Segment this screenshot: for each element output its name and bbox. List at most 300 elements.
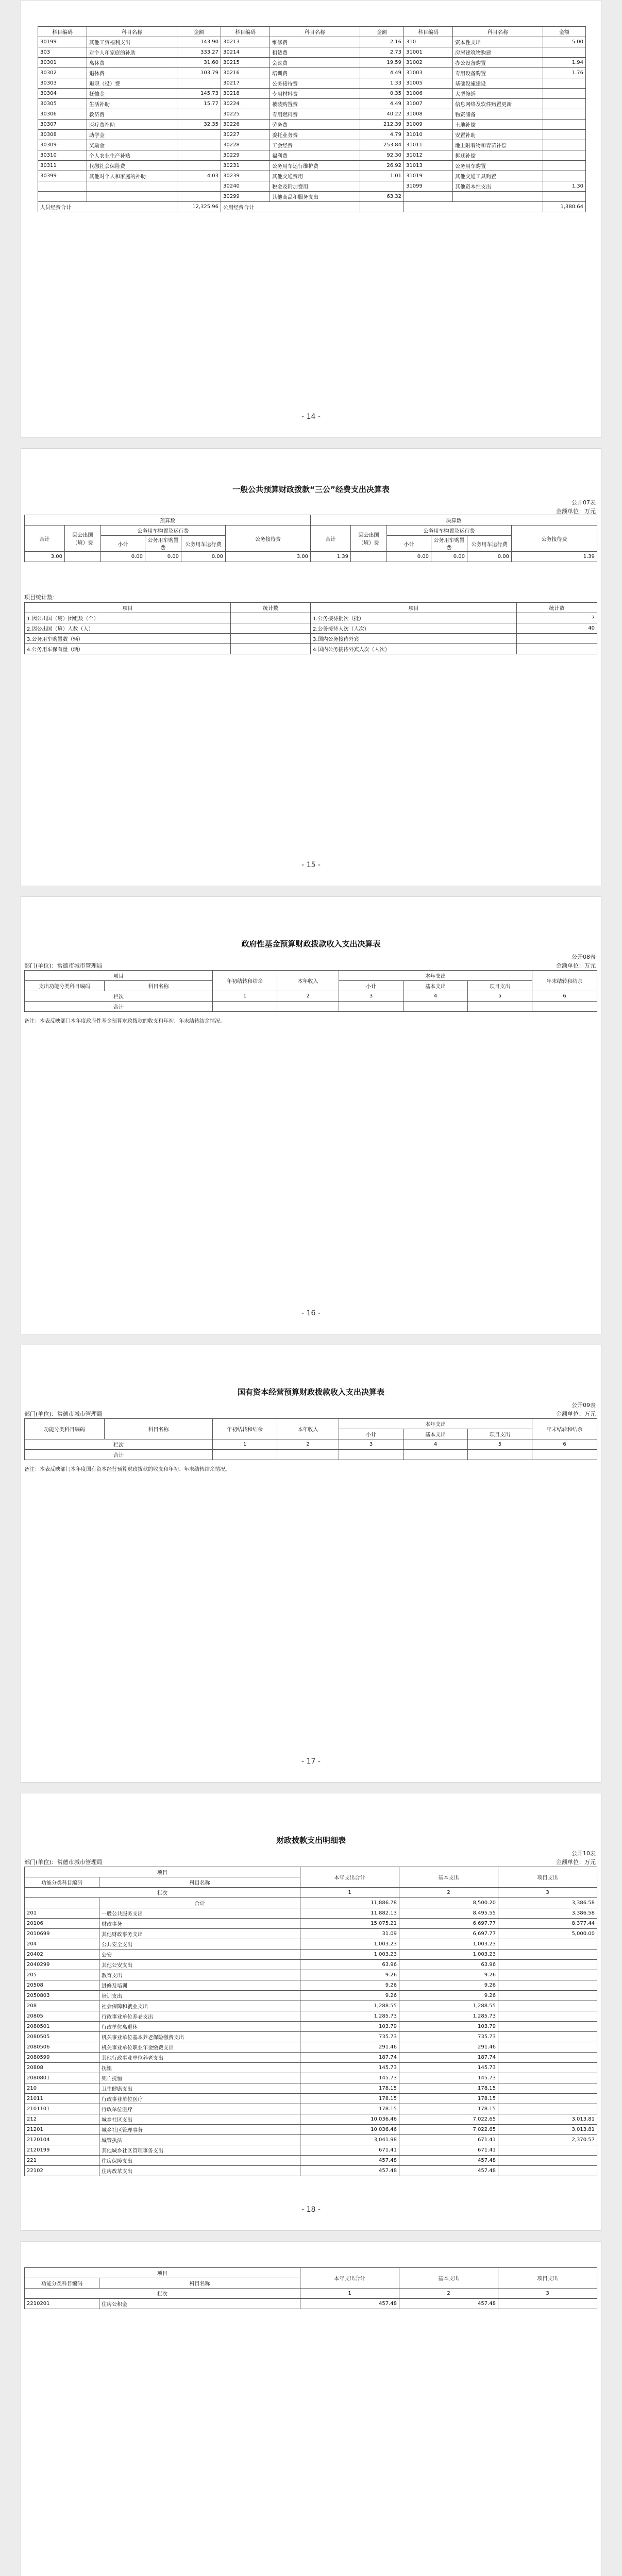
- table-cell: [231, 644, 311, 654]
- table-cell: 5,000.00: [498, 1929, 597, 1939]
- table-cell: 财政事务: [99, 1919, 300, 1929]
- table-cell: 1,285.73: [300, 2011, 399, 2022]
- table-cell: 9.26: [300, 1991, 399, 2001]
- table-cell: 1,003.23: [399, 1939, 498, 1950]
- table-cell: 培训费: [270, 68, 360, 78]
- unit-label: 金额单位：万元: [556, 962, 596, 969]
- table-cell: 3,041.98: [300, 2135, 399, 2145]
- page-number: - 14 -: [301, 413, 321, 421]
- table-cell: 9.26: [399, 1991, 498, 2001]
- table-row: [38, 130, 586, 140]
- table-row: [38, 47, 586, 58]
- table-cell: 一般公共服务支出: [99, 1908, 300, 1919]
- table-row: [25, 2022, 597, 2032]
- table-cell: 劳务费: [270, 120, 360, 130]
- table-cell: 教育支出: [99, 1970, 300, 1980]
- total-label: 合计: [25, 1450, 213, 1460]
- table-cell: 30303: [38, 78, 87, 89]
- table-cell: 专用燃料费: [270, 109, 360, 120]
- table-cell: 253.84: [360, 140, 404, 150]
- table-cell: 31008: [404, 109, 453, 120]
- table-cell: [177, 161, 221, 171]
- table-cell: [177, 150, 221, 161]
- table-cell: 退休费: [87, 68, 177, 78]
- table-cell: 公务接待费: [270, 78, 360, 89]
- table-cell: 其他对个人和家庭的补助: [87, 171, 177, 181]
- table-cell: [543, 140, 586, 150]
- table-cell: [498, 1991, 597, 2001]
- table-cell: [25, 1898, 99, 1908]
- table-cell: 178.15: [300, 2104, 399, 2114]
- table-cell: 8,500.20: [399, 1898, 498, 1908]
- table-cell: 31005: [404, 78, 453, 89]
- table-cell: 助学金: [87, 130, 177, 140]
- table-cell: 抚恤金: [87, 89, 177, 99]
- table-cell: [404, 192, 453, 202]
- table-cell: 土地补偿: [453, 120, 543, 130]
- page-number: - 15 -: [301, 861, 321, 869]
- table-cell: [498, 2299, 597, 2309]
- table-cell: 3.国内公务接待外宾: [311, 634, 517, 644]
- fiscal-expense-table: [24, 1867, 597, 2176]
- subtotal-header: 小计: [339, 1429, 404, 1439]
- total-value: 12,325.96: [177, 202, 221, 212]
- table-cell: 31.09: [300, 1929, 399, 1939]
- table-cell: 1.因公出国（境）团组数（个）: [25, 613, 231, 623]
- table-row: [38, 181, 586, 192]
- table-cell: 抚恤: [99, 2063, 300, 2073]
- table-cell: [498, 2166, 597, 2176]
- table-cell: 30229: [221, 150, 270, 161]
- table-cell: 死亡抚恤: [99, 2073, 300, 2083]
- table-cell: 30240: [221, 181, 270, 192]
- table-cell: 2.73: [360, 47, 404, 58]
- table-row: [25, 1991, 597, 2001]
- table-cell: [87, 181, 177, 192]
- table-cell: 被装购置费: [270, 99, 360, 109]
- item-header: 项目: [25, 1867, 300, 1877]
- reception-header: 公务接待费: [226, 526, 311, 552]
- table-cell: 26.92: [360, 161, 404, 171]
- table-cell: 3,386.58: [498, 1898, 597, 1908]
- table-cell: 2080501: [25, 2022, 99, 2032]
- table-cell: 城管执法: [99, 2135, 300, 2145]
- table-cell: 210: [25, 2083, 99, 2094]
- table-cell: 30227: [221, 130, 270, 140]
- table-cell: [543, 150, 586, 161]
- table-cell: 1,003.23: [399, 1950, 498, 1960]
- table-cell: 4.79: [360, 130, 404, 140]
- table-row: [38, 109, 586, 120]
- exp-header: 本年支出: [339, 1419, 532, 1429]
- table-cell: 31012: [404, 150, 453, 161]
- table-row: [25, 2156, 597, 2166]
- unit-label: 金额单位：万元: [556, 508, 596, 515]
- value-cell: 1.39: [512, 552, 597, 562]
- table-cell: 20805: [25, 2011, 99, 2022]
- table-cell: 178.15: [399, 2104, 498, 2114]
- col-header: 金额: [543, 27, 586, 37]
- col-num: 5: [468, 991, 532, 1002]
- table-row: [25, 1960, 597, 1970]
- col-num: 1: [300, 1888, 399, 1898]
- page-number: - 18 -: [301, 2206, 321, 2214]
- table-cell: 其他财政事务支出: [99, 1929, 300, 1939]
- table-cell: [498, 1950, 597, 1960]
- table-cell: 30228: [221, 140, 270, 150]
- item-header: 项目: [25, 971, 213, 981]
- table-row: [25, 623, 597, 634]
- stat-table: [24, 602, 597, 654]
- total-header: 本年支出合计: [300, 1867, 399, 1888]
- table-cell: 221: [25, 2156, 99, 2166]
- col-num: 4: [404, 1439, 468, 1450]
- col-num: 2: [399, 2289, 498, 2299]
- table-cell: 1.公务接待批次（批）: [311, 613, 517, 623]
- table-row: [25, 2042, 597, 2053]
- table-cell: [498, 2094, 597, 2104]
- expense-detail-table: [38, 26, 586, 212]
- proj-header: 项目支出: [468, 1429, 532, 1439]
- page-17: [21, 1345, 601, 1783]
- table-cell: 30218: [221, 89, 270, 99]
- value-cell: 3.00: [25, 552, 65, 562]
- table-cell: 333.27: [177, 47, 221, 58]
- table-cell: 31001: [404, 47, 453, 58]
- table-cell: [498, 1939, 597, 1950]
- table-cell: 工会经费: [270, 140, 360, 150]
- table-cell: 103.79: [300, 2022, 399, 2032]
- page-number: - 17 -: [301, 1757, 321, 1766]
- table-row: [38, 89, 586, 99]
- subtotal-header: 小计: [339, 981, 404, 991]
- table-row: [38, 37, 586, 47]
- table-cell: [360, 202, 404, 212]
- proj-header: 项目支出: [498, 2268, 597, 2289]
- table-cell: 457.48: [399, 2299, 498, 2309]
- table-cell: 208: [25, 2001, 99, 2011]
- table-cell: 63.32: [360, 192, 404, 202]
- table-cell: 30310: [38, 150, 87, 161]
- table-cell: [231, 634, 311, 644]
- table-cell: 6,697.77: [399, 1919, 498, 1929]
- table-cell: 31003: [404, 68, 453, 78]
- col-header: 科目名称: [270, 27, 360, 37]
- table-cell: 城乡社区管理事务: [99, 2125, 300, 2135]
- table-cell: 31019: [404, 171, 453, 181]
- table-cell: 救济费: [87, 109, 177, 120]
- table-row: [25, 1929, 597, 1939]
- table-cell: 5.00: [543, 37, 586, 47]
- table-cell: 公安: [99, 1950, 300, 1960]
- total-label: 公用经费合计: [221, 202, 360, 212]
- table-cell: 4.49: [360, 68, 404, 78]
- table-cell: 10,036.46: [300, 2125, 399, 2135]
- table-cell: 145.73: [300, 2063, 399, 2073]
- car-run-header: 公务用车运行费: [181, 536, 226, 552]
- page-title: 国有资本经营预算财政拨款收入支出决算表: [237, 1387, 384, 1397]
- table-cell: 10,036.46: [300, 2114, 399, 2125]
- abroad-header: 因公出国（境）费: [351, 526, 387, 552]
- table-cell: 3.公务用车购置数（辆）: [25, 634, 231, 644]
- prev-header: 年初结转和结余: [213, 1419, 277, 1439]
- proj-header: 项目支出: [468, 981, 532, 991]
- table-cell: 19.59: [360, 58, 404, 68]
- table-cell: 15,075.21: [300, 1919, 399, 1929]
- value-cell: 3.00: [226, 552, 311, 562]
- col-header: 科目编码: [404, 27, 453, 37]
- table-cell: 735.73: [399, 2032, 498, 2042]
- table-cell: 离休费: [87, 58, 177, 68]
- table-cell: 178.15: [399, 2083, 498, 2094]
- table-cell: [87, 192, 177, 202]
- fiscal-expense-table-cont: [24, 2267, 597, 2309]
- table-row: [38, 150, 586, 161]
- table-row: [25, 2083, 597, 2094]
- table-cell: 30214: [221, 47, 270, 58]
- col-num: 1: [213, 991, 277, 1002]
- table-cell: 205: [25, 1970, 99, 1980]
- item-header: 项目: [25, 2268, 300, 2278]
- table-cell: 福利费: [270, 150, 360, 161]
- table-cell: 457.48: [399, 2156, 498, 2166]
- table-cell: 基础设施建设: [453, 78, 543, 89]
- page-14: [21, 0, 601, 438]
- table-cell: 2,370.57: [498, 2135, 597, 2145]
- table-cell: 1.33: [360, 78, 404, 89]
- table-cell: [543, 161, 586, 171]
- table-cell: 2080599: [25, 2053, 99, 2063]
- table-cell: 专用材料费: [270, 89, 360, 99]
- table-row: [38, 68, 586, 78]
- table-cell: 457.48: [300, 2299, 399, 2309]
- car-run-header: 公务用车运行费: [467, 536, 512, 552]
- table-cell: 办公设备购置: [453, 58, 543, 68]
- table-cell: 1.01: [360, 171, 404, 181]
- table-cell: 卫生健康支出: [99, 2083, 300, 2094]
- table-cell: 457.48: [399, 2166, 498, 2176]
- table-cell: 2120199: [25, 2145, 99, 2156]
- value-cell: [351, 552, 387, 562]
- table-cell: [543, 47, 586, 58]
- page-16: [21, 896, 601, 1334]
- table-cell: [543, 89, 586, 99]
- col-num: 5: [468, 1439, 532, 1450]
- table-cell: [543, 192, 586, 202]
- table-cell: [177, 78, 221, 89]
- col-num: 4: [404, 991, 468, 1002]
- page-15: [21, 448, 601, 886]
- org-label: 部门(单位)：常德市城市管理局: [24, 1859, 103, 1866]
- col-num: 1: [213, 1439, 277, 1450]
- table-row: [25, 634, 597, 644]
- table-cell: [231, 623, 311, 634]
- table-cell: 其他商品和服务支出: [270, 192, 360, 202]
- table-cell: 行政事业单位医疗: [99, 2094, 300, 2104]
- table-cell: 2040299: [25, 1960, 99, 1970]
- table-cell: 63.96: [300, 1960, 399, 1970]
- table-cell: 1,288.55: [300, 2001, 399, 2011]
- table-cell: 2210201: [25, 2299, 99, 2309]
- table-cell: 30302: [38, 68, 87, 78]
- code-header: 功能分类科目编码: [25, 1419, 105, 1439]
- page-19: [21, 2241, 601, 2576]
- table-cell: 31010: [404, 130, 453, 140]
- table-cell: [498, 2042, 597, 2053]
- table-cell: 30306: [38, 109, 87, 120]
- reception-header: 公务接待费: [512, 526, 597, 552]
- stat-header: 统计数: [231, 603, 311, 613]
- col-num: 2: [277, 1439, 339, 1450]
- subtotal-header: 小计: [387, 536, 431, 552]
- table-cell: 310: [404, 37, 453, 47]
- total-label: 人员经费合计: [38, 202, 177, 212]
- table-cell: [177, 181, 221, 192]
- table-cell: 22102: [25, 2166, 99, 2176]
- value-cell: 0.00: [431, 552, 467, 562]
- income-header: 本年收入: [277, 1419, 339, 1439]
- table-cell: 3,013.81: [498, 2114, 597, 2125]
- table-cell: [498, 2063, 597, 2073]
- table-cell: [498, 2053, 597, 2063]
- table-cell: 城乡社区支出: [99, 2114, 300, 2125]
- table-cell: 20808: [25, 2063, 99, 2073]
- table-cell: 其他交通工具购置: [453, 171, 543, 181]
- table-row: [25, 1908, 597, 1919]
- basic-header: 基本支出: [404, 981, 468, 991]
- table-cell: 2080506: [25, 2042, 99, 2053]
- table-row: [38, 58, 586, 68]
- table-row: [25, 2053, 597, 2063]
- table-cell: 1,285.73: [399, 2011, 498, 2022]
- table-cell: 201: [25, 1908, 99, 1919]
- table-cell: 机关事业单位职业年金缴费支出: [99, 2042, 300, 2053]
- footnote: 备注：本表反映部门本年度政府性基金预算财政拨款的收支和年初、年末结转结余情况。: [24, 1019, 225, 1024]
- table-cell: 3,386.58: [498, 1908, 597, 1919]
- stat-header: 统计数: [517, 603, 597, 613]
- table-cell: [498, 2156, 597, 2166]
- table-row: [38, 99, 586, 109]
- table-cell: 15.77: [177, 99, 221, 109]
- table-cell: 31009: [404, 120, 453, 130]
- table-cell: [231, 613, 311, 623]
- table-cell: 30309: [38, 140, 87, 150]
- table-row: [38, 120, 586, 130]
- table-cell: 30215: [221, 58, 270, 68]
- budget-group-header: 预算数: [25, 515, 311, 526]
- col-num: 3: [498, 1888, 597, 1898]
- table-cell: [543, 130, 586, 140]
- table-cell: 291.46: [399, 2042, 498, 2053]
- table-cell: 会议费: [270, 58, 360, 68]
- table-cell: 房屋建筑物购建: [453, 47, 543, 58]
- table-cell: [453, 192, 543, 202]
- col-num: 3: [339, 991, 404, 1002]
- table-cell: 2080801: [25, 2073, 99, 2083]
- table-cell: [498, 2032, 597, 2042]
- table-cell: 31006: [404, 89, 453, 99]
- table-row: [25, 1939, 597, 1950]
- total-header: 本年支出合计: [300, 2268, 399, 2289]
- table-cell: 行政单位医疗: [99, 2104, 300, 2114]
- value-cell: [65, 552, 101, 562]
- table-cell: 9.26: [399, 1980, 498, 1991]
- total-header: 合计: [25, 526, 65, 552]
- table-cell: 物资储备: [453, 109, 543, 120]
- table-cell: [517, 644, 597, 654]
- table-cell: 735.73: [300, 2032, 399, 2042]
- total-header: 合计: [311, 526, 351, 552]
- name-header: 科目名称: [99, 2278, 300, 2289]
- table-cell: 92.30: [360, 150, 404, 161]
- table-cell: [543, 120, 586, 130]
- table-cell: 2050803: [25, 1991, 99, 2001]
- table-cell: [360, 181, 404, 192]
- basic-header: 基本支出: [404, 1429, 468, 1439]
- table-cell: 1.30: [543, 181, 586, 192]
- col-label: 栏次: [25, 2289, 300, 2299]
- table-row: [25, 1980, 597, 1991]
- col-num: 6: [532, 1439, 597, 1450]
- table-cell: [517, 634, 597, 644]
- col-num: 2: [277, 991, 339, 1002]
- table-cell: 医疗费补助: [87, 120, 177, 130]
- table-cell: 2080505: [25, 2032, 99, 2042]
- table-cell: 8,377.44: [498, 1919, 597, 1929]
- table-cell: 457.48: [300, 2156, 399, 2166]
- table-cell: [498, 1970, 597, 1980]
- table-cell: 145.73: [399, 2073, 498, 2083]
- table-cell: 40: [517, 623, 597, 634]
- table-cell: [543, 171, 586, 181]
- basic-header: 基本支出: [399, 2268, 498, 2289]
- three-public-table: [24, 515, 597, 562]
- table-cell: 对个人和家庭的补助: [87, 47, 177, 58]
- value-cell: 0.00: [387, 552, 431, 562]
- car-header: 公务用车购置及运行费: [387, 526, 512, 536]
- table-cell: 1.76: [543, 68, 586, 78]
- table-cell: 291.46: [300, 2042, 399, 2053]
- form-code: 公开07表: [571, 499, 596, 506]
- table-cell: 30399: [38, 171, 87, 181]
- car-buy-header: 公务用车购置费: [431, 536, 467, 552]
- table-row: [25, 2032, 597, 2042]
- income-header: 本年收入: [277, 971, 339, 991]
- table-row: [25, 2166, 597, 2176]
- table-cell: 11,886.78: [300, 1898, 399, 1908]
- table-row: [25, 2011, 597, 2022]
- table-cell: 1.94: [543, 58, 586, 68]
- table-cell: 30305: [38, 99, 87, 109]
- table-cell: 30224: [221, 99, 270, 109]
- table-cell: 671.41: [399, 2135, 498, 2145]
- table-row: [25, 2125, 597, 2135]
- col-header: 科目编码: [38, 27, 87, 37]
- table-cell: [498, 1980, 597, 1991]
- table-cell: 30226: [221, 120, 270, 130]
- table-cell: [498, 2145, 597, 2156]
- table-cell: 0.35: [360, 89, 404, 99]
- prev-header: 年初结转和结余: [213, 971, 277, 991]
- table-cell: 其他公安支出: [99, 1960, 300, 1970]
- table-row: [25, 2001, 597, 2011]
- table-cell: 行政事业单位养老支出: [99, 2011, 300, 2022]
- state-capital-table: [24, 1418, 597, 1460]
- table-cell: 30239: [221, 171, 270, 181]
- stat-title: 项目统计数：: [24, 594, 58, 601]
- table-cell: 178.15: [300, 2094, 399, 2104]
- org-label: 部门(单位)：常德市城市管理局: [24, 1411, 103, 1417]
